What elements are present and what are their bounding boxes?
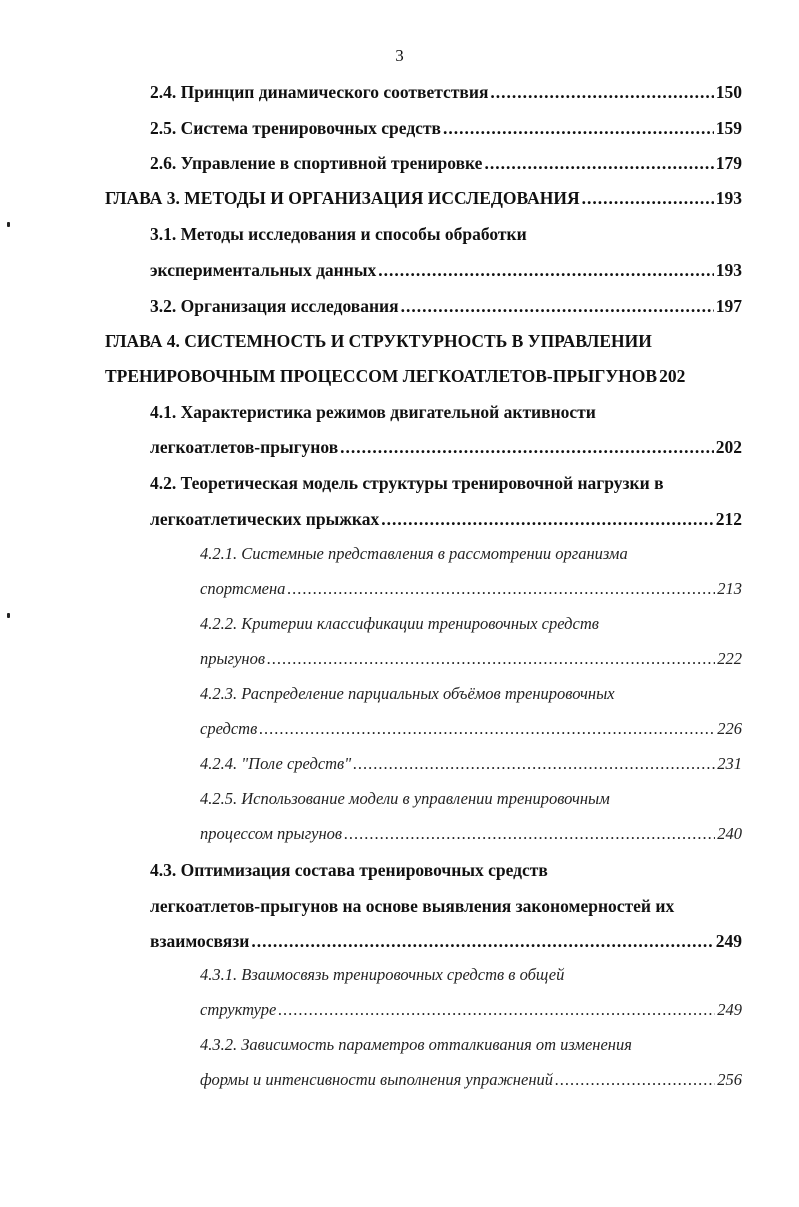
toc-entry-4-2-line2[interactable] [150, 507, 742, 531]
toc-entry-title: формы и интенсивности выполнения упражнений [200, 1070, 554, 1089]
toc-entry-page: 231 [717, 754, 742, 773]
toc-entry-title: 4.2.3. Распределение парциальных объёмов тренировочных [200, 684, 615, 703]
toc-chapter-4-line2[interactable] [105, 364, 745, 388]
toc-entry-4-2-line1[interactable] [150, 471, 742, 495]
toc-entry-4-3-line2[interactable] [150, 894, 742, 918]
leader-dots [381, 507, 713, 531]
toc-entry-4-3-1-line2[interactable] [200, 998, 742, 1022]
toc-entry-title: средств [200, 719, 258, 738]
toc-entry-2-6[interactable] [150, 151, 742, 175]
toc-entry-title: 4.3.2. Зависимость параметров отталкивания от изменения [200, 1035, 632, 1054]
leader-dots [401, 294, 714, 318]
toc-entry-title: ГЛАВА 4. СИСТЕМНОСТЬ И СТРУКТУРНОСТЬ В УПРАВЛЕНИИ [105, 331, 652, 351]
toc-entry-4-3-line3[interactable] [150, 929, 742, 953]
toc-entry-title: ГЛАВА 3. МЕТОДЫ И ОРГАНИЗАЦИЯ ИССЛЕДОВАНИЯ [105, 188, 580, 208]
leader-dots [251, 929, 713, 953]
leader-dots [555, 1068, 715, 1092]
toc-entry-title: 4.2. Теоретическая модель структуры тренировочной нагрузки в [150, 473, 664, 493]
toc-entry-title: 4.2.2. Критерии классификации тренировочных средств [200, 614, 599, 633]
toc-entry-title: 4.3. Оптимизация состава тренировочных средств [150, 860, 548, 880]
toc-entry-4-2-1-line2[interactable] [200, 577, 742, 601]
toc-entry-4-3-line1[interactable] [150, 858, 742, 882]
toc-entry-title: 4.3.1. Взаимосвязь тренировочных средств в общей [200, 965, 565, 984]
toc-chapter-4-line1[interactable] [105, 329, 742, 353]
toc-entry-title: 4.2.5. Использование модели в управлении тренировочным [200, 789, 610, 808]
toc-entry-page: 159 [715, 118, 742, 138]
leader-dots [344, 822, 715, 846]
scan-artifact-mark [7, 222, 10, 227]
toc-entry-title: легкоатлетических прыжках [150, 509, 380, 529]
toc-entry-title: легкоатлетов-прыгунов [150, 437, 339, 457]
toc-chapter-3[interactable] [105, 186, 742, 210]
toc-entry-page: 249 [715, 931, 742, 951]
toc-entry-4-2-2-line2[interactable] [200, 647, 742, 671]
toc-entry-4-2-3-line2[interactable] [200, 717, 742, 741]
page-number: 3 [395, 46, 404, 65]
toc-entry-4-3-1-line1[interactable] [200, 963, 742, 987]
toc-entry-title: процессом прыгунов [200, 824, 343, 843]
scan-artifact-mark [7, 613, 10, 618]
toc-entry-page: 179 [715, 153, 742, 173]
toc-entry-2-4[interactable] [150, 80, 742, 104]
toc-entry-page: 240 [717, 824, 742, 843]
toc-entry-4-2-2-line1[interactable] [200, 612, 742, 636]
toc-entry-title: прыгунов [200, 649, 266, 668]
toc-entry-title: легкоатлетов-прыгунов на основе выявления закономерностей их [150, 896, 675, 916]
toc-entry-page: 222 [717, 649, 742, 668]
toc-entry-title: экспериментальных данных [150, 260, 377, 280]
toc-entry-2-5[interactable] [150, 116, 742, 140]
leader-dots [287, 577, 715, 601]
toc-entry-page: 193 [715, 260, 742, 280]
toc-entry-3-1-line2[interactable] [150, 258, 742, 282]
leader-dots [353, 752, 715, 776]
toc-entry-title: 4.1. Характеристика режимов двигательной активности [150, 402, 596, 422]
toc-entry-page: 212 [715, 509, 742, 529]
leader-dots [378, 258, 713, 282]
toc-entry-title: ТРЕНИРОВОЧНЫМ ПРОЦЕССОМ ЛЕГКОАТЛЕТОВ-ПРЫГУНОВ [105, 366, 658, 386]
toc-entry-page: 193 [715, 188, 742, 208]
toc-entry-4-1-line2[interactable] [150, 435, 742, 459]
leader-dots [259, 717, 715, 741]
toc-entry-4-2-1-line1[interactable] [200, 542, 742, 566]
toc-entry-page: 226 [717, 719, 742, 738]
toc-entry-page: 256 [717, 1070, 742, 1089]
leader-dots [278, 998, 715, 1022]
toc-entry-page: 249 [717, 1000, 742, 1019]
leader-dots [267, 647, 715, 671]
leader-dots [582, 186, 714, 210]
toc-entry-title: 3.1. Методы исследования и способы обработки [150, 224, 527, 244]
toc-entry-4-2-5-line2[interactable] [200, 822, 742, 846]
toc-entry-page: 202 [715, 437, 742, 457]
toc-entry-4-3-2-line2[interactable] [200, 1068, 742, 1092]
toc-entry-title: 2.5. Система тренировочных средств [150, 118, 441, 138]
toc-entry-title: спортсмена [200, 579, 286, 598]
toc-entry-3-2[interactable] [150, 294, 742, 318]
toc-entry-title: 4.2.4. "Поле средств" [200, 754, 352, 773]
leader-dots [490, 80, 713, 104]
toc-entry-title: структуре [200, 1000, 277, 1019]
toc-entry-3-1-line1[interactable] [150, 222, 742, 246]
toc-entry-4-2-5-line1[interactable] [200, 787, 742, 811]
toc-entry-4-3-2-line1[interactable] [200, 1033, 742, 1057]
toc-entry-title: 2.6. Управление в спортивной тренировке [150, 153, 483, 173]
toc-entry-page: 197 [715, 296, 742, 316]
leader-dots [340, 435, 714, 459]
toc-entry-page: 202 [659, 366, 686, 386]
toc-entry-page: 213 [717, 579, 742, 598]
toc-entry-4-2-4[interactable] [200, 752, 742, 776]
toc-entry-title: 2.4. Принцип динамического соответствия [150, 82, 489, 102]
leader-dots [443, 116, 714, 140]
toc-entry-page: 150 [715, 82, 742, 102]
toc-entry-title: 4.2.1. Системные представления в рассмотрении организма [200, 544, 628, 563]
toc-entry-title: 3.2. Организация исследования [150, 296, 399, 316]
toc-entry-title: взаимосвязи [150, 931, 250, 951]
toc-entry-4-1-line1[interactable] [150, 400, 742, 424]
leader-dots [484, 151, 713, 175]
toc-entry-4-2-3-line1[interactable] [200, 682, 742, 706]
